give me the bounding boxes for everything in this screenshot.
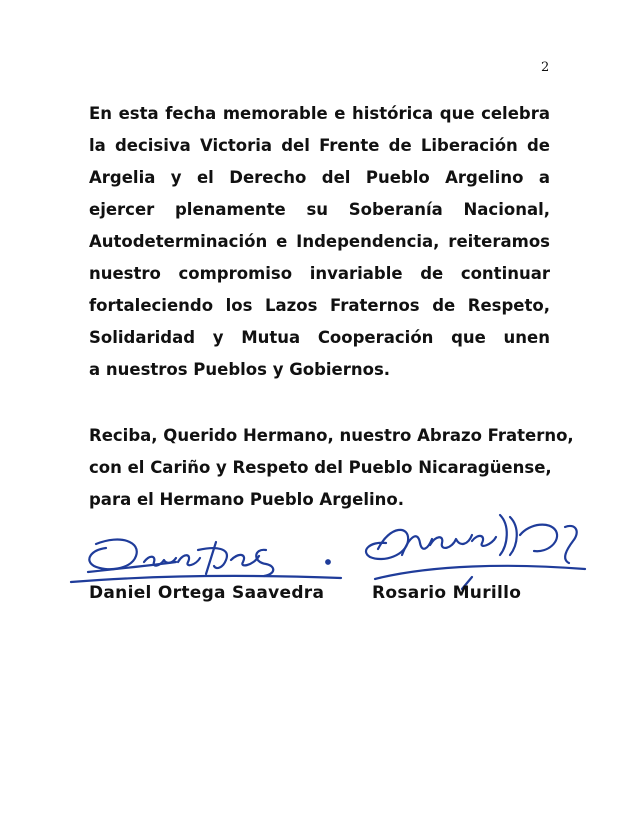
text-line: En esta fecha memorable e histórica que celebra xyxy=(89,104,550,123)
signature-daniel-ortega xyxy=(66,522,346,588)
signature-rosario-murillo xyxy=(360,505,590,595)
text-line: la decisiva Victoria del Frente de Liberación de xyxy=(89,136,550,155)
text-line: Solidaridad y Mutua Cooperación que unen xyxy=(89,328,550,347)
text-line: para el Hermano Pueblo Argelino. xyxy=(89,490,404,509)
text-line: fortaleciendo los Lazos Fraternos de Respeto, xyxy=(89,296,550,315)
text-line: a nuestros Pueblos y Gobiernos. xyxy=(89,360,391,379)
text-line: Autodeterminación e Independencia, reiteramos xyxy=(89,232,550,251)
paragraph-closing xyxy=(89,420,574,516)
paragraph-message xyxy=(89,98,550,386)
signatory-name-murillo: Rosario Murillo xyxy=(372,583,522,603)
signatory-name-ortega: Daniel Ortega Saavedra xyxy=(89,583,325,603)
page-number: 2 xyxy=(541,60,550,75)
text-line: ejercer plenamente su Soberanía Nacional, xyxy=(89,200,550,219)
text-line: Argelia y el Derecho del Pueblo Argelino a xyxy=(89,168,550,187)
text-line: Reciba, Querido Hermano, nuestro Abrazo Fraterno, xyxy=(89,426,574,445)
text-line: nuestro compromiso invariable de continuar xyxy=(89,264,550,283)
text-line: con el Cariño y Respeto del Pueblo Nicaragüense, xyxy=(89,458,552,477)
